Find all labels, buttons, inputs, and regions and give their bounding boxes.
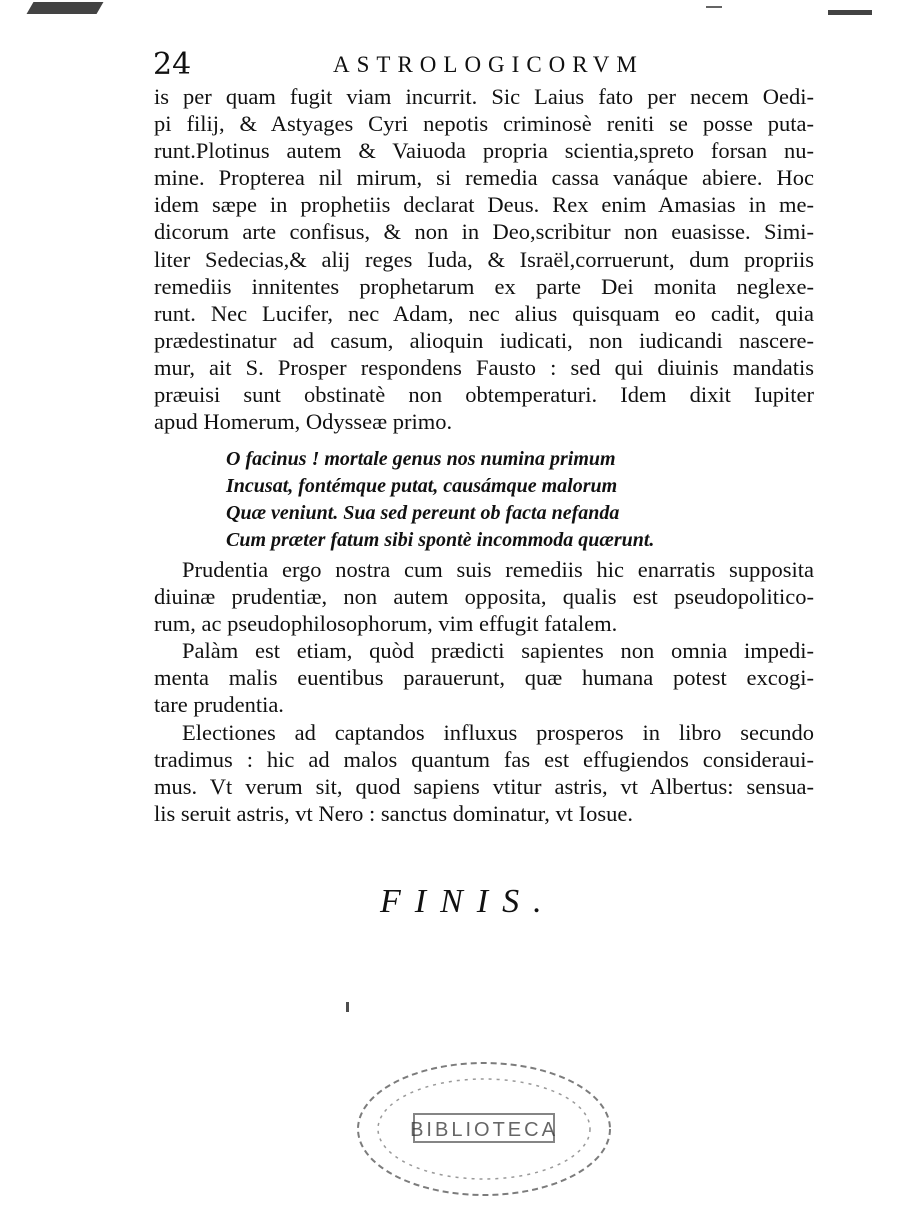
- text-line: diuinæ prudentiæ, non autem opposita, qualis est pseudopolitico-: [154, 584, 814, 610]
- text-line: Prudentia ergo nostra cum suis remediis hic enarratis supposita: [182, 557, 814, 582]
- text-line: prædestinatur ad casum, alioquin iudicati, non iudicandi nascere-: [154, 327, 814, 353]
- verse-quotation: [226, 446, 686, 554]
- library-stamp-icon: [352, 1054, 616, 1204]
- text-line: rum, ac pseudophilosophorum, vim effugit fatalem.: [154, 611, 618, 637]
- paragraph-1: [154, 83, 814, 435]
- text-line: remediis innitentes prophetarum ex parte Dei monita neglexe-: [154, 273, 814, 299]
- text-line: runt.Plotinus autem & Vaiuoda propria scientia,spreto forsan nu-: [154, 138, 814, 164]
- text-line: Electiones ad captandos influxus prosperos in libro secundo: [182, 719, 814, 745]
- text-line: præuisi sunt obstinatè non obtemperaturi. Idem dixit Iupiter: [154, 382, 814, 408]
- scan-smudge-top-left: [27, 2, 104, 14]
- text-line: pi filij, & Astyages Cyri nepotis criminosè reniti se posse puta-: [154, 111, 814, 137]
- page-number: 24: [153, 47, 192, 82]
- text-line: mine. Propterea nil mirum, si remedia cassa vanáque abiere. Hoc: [154, 165, 814, 191]
- text-line: liter Sedecias,& alij reges Iuda, & Israël,corruerunt, dum propriis: [154, 246, 814, 272]
- text-line: lis seruit astris, vt Nero : sanctus dominatur, vt Iosue.: [154, 800, 634, 826]
- page-header: [153, 48, 813, 82]
- text-line: idem sæpe in prophetiis declarat Deus. Rex enim Amasias in me-: [154, 192, 814, 218]
- text-line: menta malis euentibus parauerunt, quæ humana potest excogi-: [154, 665, 814, 691]
- scan-mark-top: [706, 6, 722, 8]
- text-line: mur, ait S. Prosper respondens Fausto : sed qui diuinis mandatis: [154, 354, 814, 380]
- running-title: ASTROLOGICORVM: [333, 52, 644, 77]
- stamp-text: BIBLIOTECA: [410, 1119, 558, 1141]
- text-line: is per quam fugit viam incurrit. Sic Laius fato per necem Oedi-: [154, 84, 814, 109]
- ink-speck: [346, 1002, 349, 1012]
- verse-line: O facinus ! mortale genus nos numina primum: [226, 448, 616, 470]
- finis-heading: FINIS.: [380, 883, 556, 920]
- verse-line: Incusat, fontémque putat, causámque malorum: [226, 475, 618, 498]
- closing-paragraphs: [154, 556, 814, 827]
- scan-smudge-top-right: [828, 10, 872, 15]
- text-line: Palàm est etiam, quòd prædicti sapientes non omnia impedi-: [182, 638, 814, 664]
- verse-line: Cum præter fatum sibi spontè incommoda quærunt.: [226, 529, 655, 552]
- verse-line: Quæ veniunt. Sua sed pereunt ob facta nefanda: [226, 502, 620, 525]
- library-stamp: [352, 1054, 616, 1204]
- text-line: runt. Nec Lucifer, nec Adam, nec alius quisquam eo cadit, quia: [154, 300, 814, 326]
- text-line: tare prudentia.: [154, 692, 284, 718]
- text-line: mus. Vt verum sit, quod sapiens vtitur astris, vt Albertus: sensua-: [154, 773, 814, 799]
- text-line: apud Homerum, Odysseæ primo.: [154, 409, 453, 435]
- text-line: tradimus : hic ad malos quantum fas est effugiendos consideraui-: [154, 746, 814, 772]
- text-line: dicorum arte confisus, & non in Deo,scribitur non euasisse. Simi-: [154, 219, 814, 245]
